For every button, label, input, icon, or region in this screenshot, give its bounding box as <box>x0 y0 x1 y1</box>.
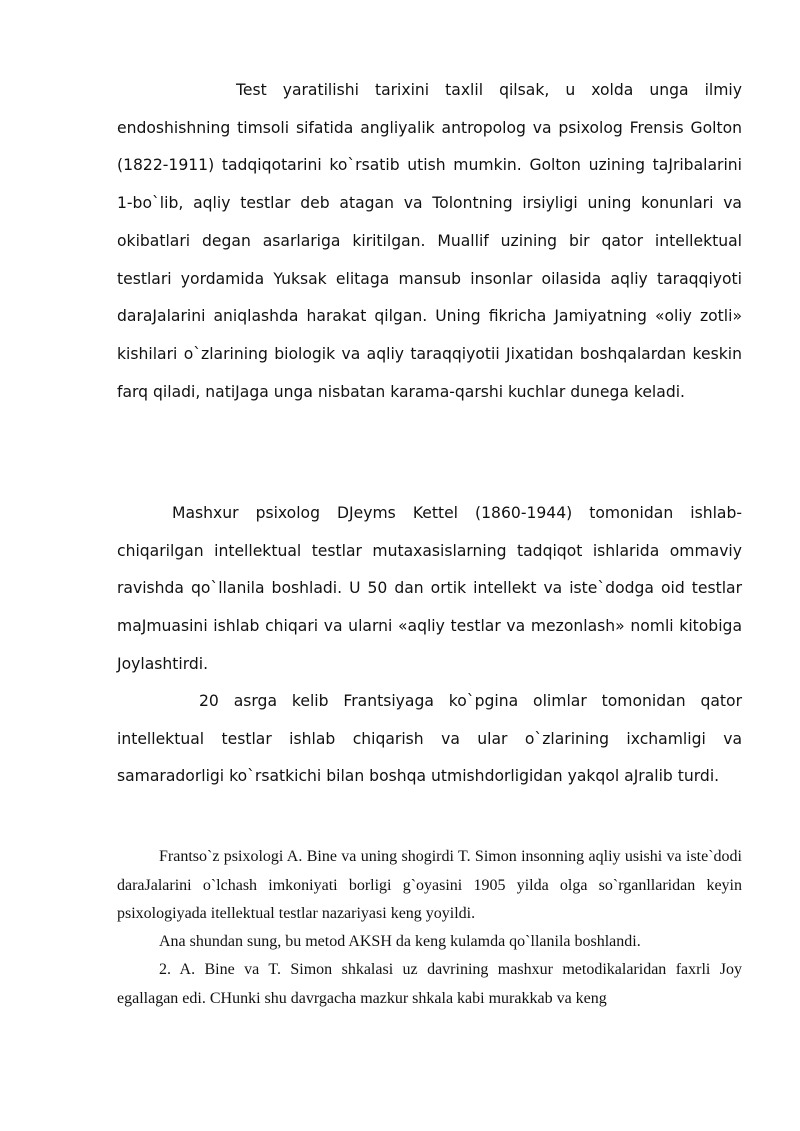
paragraph-kettel: Mashxur psixolog DJeyms Kettel (1860-1944) tomonidan ishlab-chiqarilgan intellektual testlar mutaxasislarning tadqiqot ishlarida ommaviy ravishda qo`llanila boshladi. U 50 dan ortik intellekt va iste`dodga oid testlar maJmuasini ishlab chiqari va ularni «aqliy testlar va mezonlash» nomli kitobiga Joylashtirdi. <box>117 504 742 673</box>
paragraph-bine-simon: Frantso`z psixologi A. Bine va uning shogirdi T. Simon insonning aqliy usishi va iste`dodi daraJalarini o`lchash imkoniyati borligi g`oyasini 1905 yilda olga so`rganllaridan keyin psixologiyada itellektual testlar nazariyasi keng yoyildi. <box>117 848 742 922</box>
paragraph-france-20th-century: 20 asrga kelib Frantsiyaga ko`pgina olimlar tomonidan qator intellektual testlar ishlab chiqarish va ular o`zlarining ixchamligi va samaradorligi ko`rsatkichi bilan boshqa utmishdorligidan yakqol aJralib turdi. <box>117 692 742 786</box>
paragraph-usa-method: Ana shundan sung, bu metod AKSH da keng kulamda qo`llanila boshlandi. <box>159 933 641 950</box>
paragraph-golton: Test yaratilishi tarixini taxlil qilsak, u xolda unga ilmiy endoshishning timsoli sifatida angliyalik antropolog va psixolog Frensis Golton (1822-1911) tadqiqotarini ko`rsatib utish mumkin. Golton uzining taJribalarini 1-bo`lib, aqliy testlar deb atagan va Tolontning irsiyligi uning konunlari va okibatlari degan asarlariga kiritilgan. Muallif uzining bir qator intellektual testlari yordamida Yuksak elitaga mansub insonlar oilasida aqliy taraqqiyoti daraJalarini aniqlashda harakat qilgan. Uning fikricha Jamiyatning «oliy zotli» kishilari o`zlarining biologik va aqliy taraqqiyotii Jixatidan boshqalardan keskin farq qiladi, natiJaga unga nisbatan karama-qarshi kuchlar dunega keladi. <box>117 81 742 401</box>
paragraph-bine-simon-scale: 2. A. Bine va T. Simon shkalasi uz davrining mashxur metodikalaridan faxrli Joy egallagan edi. CHunki shu davrgacha mazkur shkala kabi murakkab va keng <box>117 961 742 1007</box>
